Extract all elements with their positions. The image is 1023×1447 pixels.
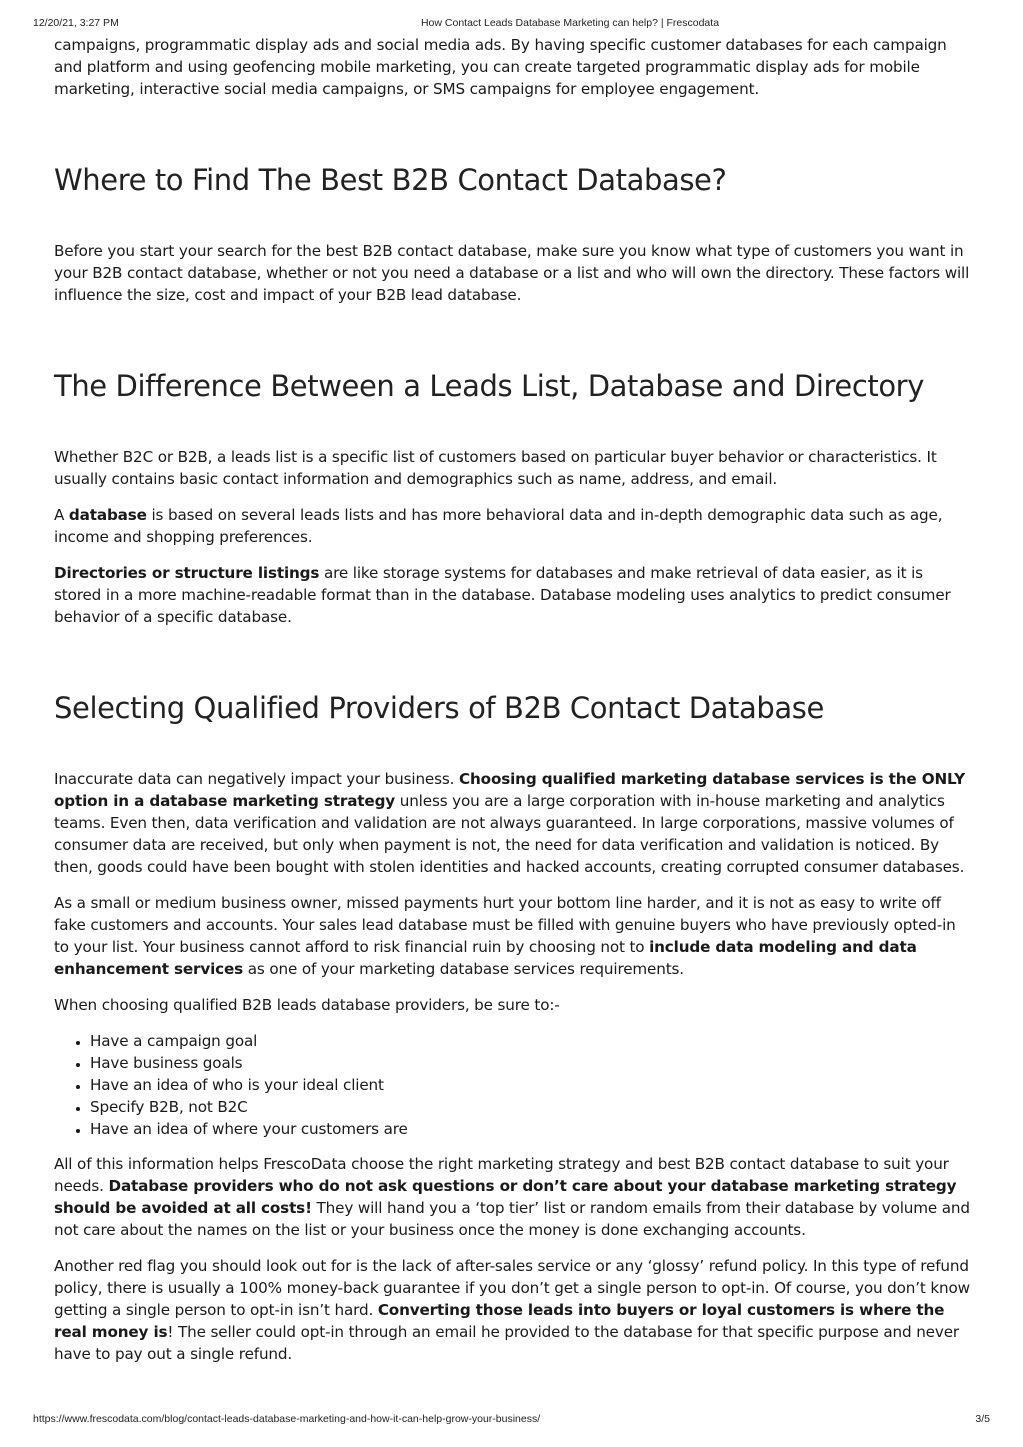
section3-paragraph-3: When choosing qualified B2B leads database providers, be sure to:- <box>54 996 560 1014</box>
print-url: https://www.frescodata.com/blog/contact-leads-database-marketing-and-how-it-can-help-grow-your-business/ <box>33 1413 541 1425</box>
bold-emphasis: Choosing qualified marketing database services is the ONLY option in a database marketing strategy <box>54 770 966 810</box>
bold-emphasis: Converting those leads into buyers or loyal customers is where the real money is <box>54 1301 945 1341</box>
text-run: are like storage systems for databases and make retrieval of data easier, as it is stored in a more machine-readable format than in the database. Database modeling uses analytics to predict consumer behavior of a specific database. <box>54 564 951 626</box>
text-run: A <box>54 506 69 524</box>
list-item: • Have an idea of who is your ideal client <box>90 1074 970 1096</box>
heading-difference: The Difference Between a Leads List, Database and Directory <box>54 369 924 403</box>
section2-paragraph-1: Whether B2C or B2B, a leads list is a specific list of customers based on particular buyer behavior or characteristics. It usually contains basic contact information and demographics such as name, address, and email. <box>54 448 937 488</box>
section3-paragraph-4 <box>54 1153 970 1241</box>
text-run: unless you are a large corporation with in-house marketing and analytics teams. Even then, data verification and validation are not always guaranteed. In large corporations, massive volumes of consumer data are received, but only when payment is not, the need for data verification and validation is noticed. By then, goods could have been bought with stolen identities and hacked accounts, creating corrupted consumer databases. <box>54 792 965 876</box>
list-item: • Have business goals <box>90 1052 970 1074</box>
text-run: is based on several leads lists and has more behavioral data and in-depth demographic data such as age, income and shopping preferences. <box>54 506 943 546</box>
article-body <box>54 34 970 1379</box>
bold-term-database: database <box>68 506 147 524</box>
section3-paragraph-5 <box>54 1255 970 1365</box>
text-run: All of this information helps FrescoData choose the right marketing strategy and best B2B contact database to suit your needs. <box>54 1155 949 1195</box>
section3-paragraph-2 <box>54 892 970 980</box>
heading-selecting-providers: Selecting Qualified Providers of B2B Contact Database <box>54 691 824 725</box>
section1-paragraph: Before you start your search for the best B2B contact database, make sure you know what type of customers you want in your B2B contact database, whether or not you need a database or a list and who will own the directory. These factors will influence the size, cost and impact of your B2B lead database. <box>54 242 970 304</box>
section3-paragraph-1 <box>54 768 970 878</box>
bold-term-directories: Directories or structure listings <box>54 564 320 582</box>
heading-where-to-find: Where to Find The Best B2B Contact Database? <box>54 163 727 197</box>
text-run: ! The seller could opt-in through an email he provided to the database for that specific purpose and never have to pay out a single refund. <box>54 1323 959 1363</box>
text-run: They will hand you a ‘top tier’ list or random emails from their database by volume and not care about the names on the list or your business once the money is done exchanging accounts. <box>54 1199 970 1239</box>
text-run: As a small or medium business owner, missed payments hurt your bottom line harder, and it is not as easy to write off fake customers and accounts. Your sales lead database must be filled with genuine buyers who have previously opted-in to your list. Your business cannot afford to risk financial ruin by choosing not to <box>54 894 956 956</box>
list-item: • Have a campaign goal <box>90 1030 970 1052</box>
print-footer <box>0 1413 1023 1433</box>
text-run: Another red flag you should look out for is the lack of after-sales service or any ‘glossy’ refund policy. In this type of refund policy, there is usually a 100% money-back guarantee if you don’t get a single person to opt-in. Of course, you don’t know getting a single person to opt-in isn’t hard. <box>54 1257 970 1319</box>
section2-paragraph-2 <box>54 504 970 548</box>
print-header <box>0 0 1023 34</box>
print-page-number: 3/5 <box>975 1413 990 1425</box>
list-item: • Specify B2B, not B2C <box>90 1096 970 1118</box>
intro-paragraph: campaigns, programmatic display ads and social media ads. By having specific customer databases for each campaign and platform and using geofencing mobile marketing, you can create targeted programmatic display ads for mobile marketing, interactive social media campaigns, or SMS campaigns for employee engagement. <box>54 36 947 98</box>
bold-emphasis: include data modeling and data enhancement services <box>54 938 917 978</box>
section2-paragraph-3 <box>54 562 970 628</box>
list-item: • Have an idea of where your customers are <box>90 1118 970 1140</box>
print-page-title: How Contact Leads Database Marketing can help? | Frescodata <box>420 17 720 29</box>
provider-checklist <box>54 1030 970 1140</box>
print-date: 12/20/21, 3:27 PM <box>33 17 119 29</box>
bold-emphasis: Database providers who do not ask questions or don’t care about your database marketing strategy should be avoided at all costs! <box>54 1177 957 1217</box>
text-run: Inaccurate data can negatively impact your business. <box>54 770 459 788</box>
text-run: as one of your marketing database services requirements. <box>243 960 684 978</box>
